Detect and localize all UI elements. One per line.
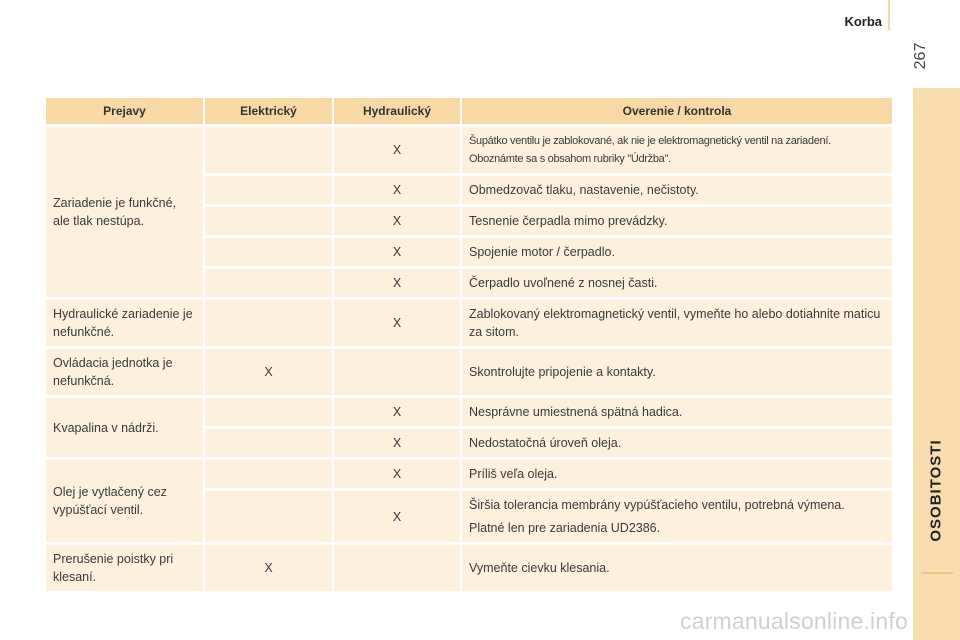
electric-cell (205, 398, 332, 426)
check-cell: Tesnenie čerpadla mimo prevádzky. (462, 207, 892, 235)
check-line: Šupátko ventilu je zablokované, ak nie je elektromagnetický ventil na zariadení. (469, 135, 831, 147)
hydraulic-cell: X (334, 269, 460, 297)
hydraulic-cell: X (334, 491, 460, 542)
symptom-cell: Zariadenie je funkčné, ale tlak nestúpa. (46, 127, 203, 297)
section-tab-label-wrap (918, 420, 954, 560)
table-row (46, 300, 892, 346)
electric-cell (205, 176, 332, 204)
check-cell: Vymeňte cievku klesania. (462, 545, 892, 591)
hydraulic-cell: X (334, 127, 460, 173)
hydraulic-cell: X (334, 460, 460, 488)
electric-cell (205, 207, 332, 235)
hydraulic-cell (334, 545, 460, 591)
section-tab-label: OSOBITOSTI (927, 438, 945, 542)
table-row (46, 460, 892, 488)
symptom-cell: Ovládacia jednotka je nefunkčná. (46, 349, 203, 395)
column-header-electric: Elektrický (205, 98, 332, 124)
table-row (46, 349, 892, 395)
page-number: 267 (912, 42, 929, 70)
column-header-check: Overenie / kontrola (462, 98, 892, 124)
check-line: Oboznámte sa s obsahom rubriky "Údržba". (469, 153, 671, 165)
table-row (46, 545, 892, 591)
table-row (46, 398, 892, 426)
page-section-title: Korba (844, 14, 882, 29)
electric-cell (205, 127, 332, 173)
table-header-row (46, 98, 892, 124)
check-line: Širšia tolerancia membrány vypúšťacieho ventilu, potrebná výmena. (469, 498, 845, 512)
electric-cell (205, 429, 332, 457)
hydraulic-cell: X (334, 398, 460, 426)
check-cell: Nedostatočná úroveň oleja. (462, 429, 892, 457)
electric-cell: X (205, 349, 332, 395)
hydraulic-cell: X (334, 238, 460, 266)
hydraulic-cell: X (334, 300, 460, 346)
symptom-cell: Prerušenie poistky pri klesaní. (46, 545, 203, 591)
electric-cell (205, 238, 332, 266)
check-cell: Skontrolujte pripojenie a kontakty. (462, 349, 892, 395)
check-cell (462, 491, 892, 542)
check-cell: Zablokovaný elektromagnetický ventil, vymeňte ho alebo dotiahnite maticu za sitom. (462, 300, 892, 346)
electric-cell (205, 300, 332, 346)
side-tab-accent (921, 572, 953, 574)
symptom-cell: Kvapalina v nádrži. (46, 398, 203, 457)
check-cell: Spojenie motor / čerpadlo. (462, 238, 892, 266)
troubleshooting-table (44, 95, 894, 594)
hydraulic-cell: X (334, 176, 460, 204)
header-divider (888, 0, 890, 30)
electric-cell: X (205, 545, 332, 591)
electric-cell (205, 460, 332, 488)
check-cell (462, 127, 892, 173)
watermark-text: carmanualsonline.info (680, 608, 908, 634)
symptom-cell: Olej je vytlačený cez vypúšťací ventil. (46, 460, 203, 542)
check-cell: Nesprávne umiestnená spätná hadica. (462, 398, 892, 426)
check-line: Platné len pre zariadenia UD2386. (469, 521, 661, 535)
check-cell: Príliš veľa oleja. (462, 460, 892, 488)
check-cell: Čerpadlo uvoľnené z nosnej časti. (462, 269, 892, 297)
symptom-cell: Hydraulické zariadenie je nefunkčné. (46, 300, 203, 346)
column-header-symptoms: Prejavy (46, 98, 203, 124)
electric-cell (205, 269, 332, 297)
hydraulic-cell: X (334, 207, 460, 235)
table-row (46, 127, 892, 173)
hydraulic-cell (334, 349, 460, 395)
electric-cell (205, 491, 332, 542)
column-header-hydraulic: Hydraulický (334, 98, 460, 124)
check-cell: Obmedzovač tlaku, nastavenie, nečistoty. (462, 176, 892, 204)
hydraulic-cell: X (334, 429, 460, 457)
